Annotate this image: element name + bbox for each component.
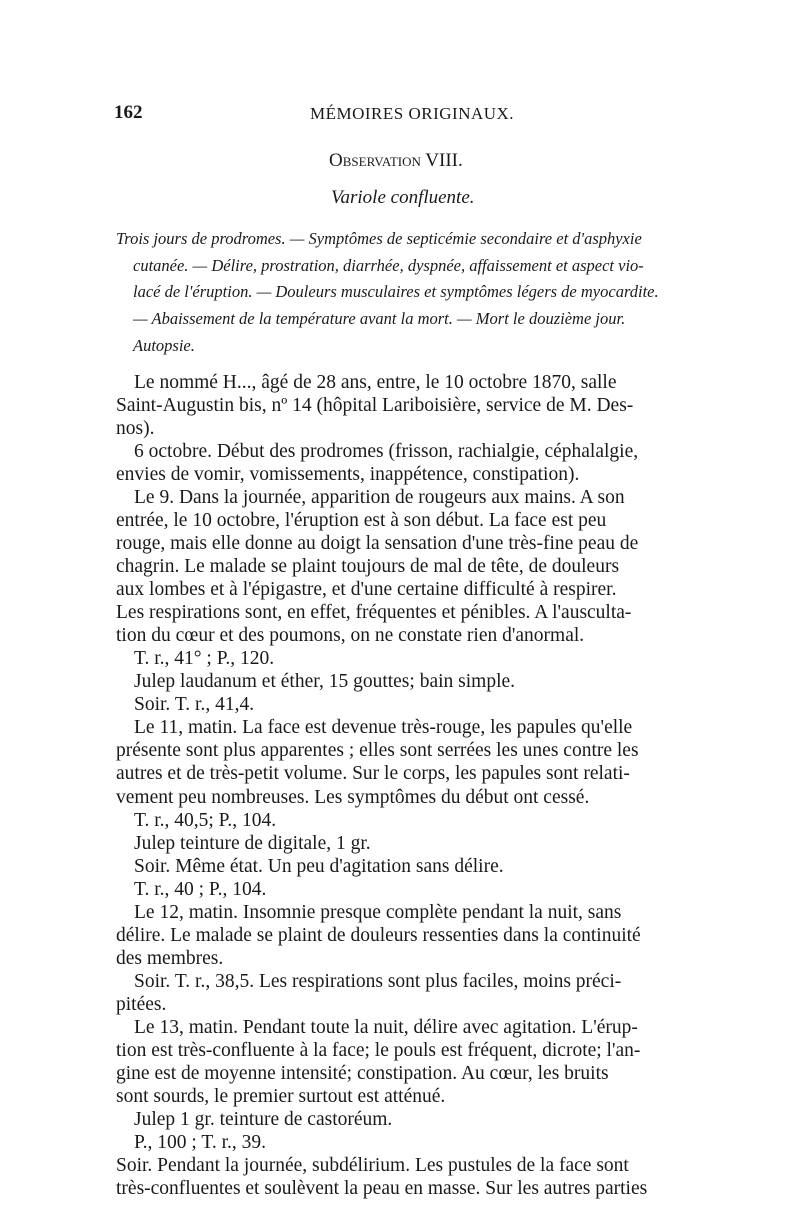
summary-line: Autopsie. [133, 336, 195, 355]
body-line: T. r., 40,5; P., 104. [134, 809, 277, 831]
body-line: présente sont plus apparentes ; elles sont serrées les unes contre les [116, 740, 639, 762]
body-line: Soir. T. r., 41,4. [134, 694, 255, 716]
body-line: envies de vomir, vomissements, inappétence, constipation). [116, 464, 580, 486]
body-line: Le nommé H..., âgé de 28 ans, entre, le 10 octobre 1870, salle [134, 372, 617, 393]
body-line: sont sourds, le premier surtout est atténué. [116, 1085, 446, 1107]
body-line: Julep laudanum et éther, 15 gouttes; bain simple. [134, 671, 516, 693]
body-line: Le 12, matin. Insomnie presque complète pendant la nuit, sans [134, 901, 622, 923]
body-line: très-confluentes et soulèvent la peau en masse. Sur les autres parties [116, 1178, 648, 1199]
body-line: T. r., 41° ; P., 120. [134, 648, 275, 670]
body-line: Saint-Augustin bis, nº 14 (hôpital Lariboisière, service de M. Des- [116, 395, 634, 417]
body-line: tion du cœur et des poumons, on ne constate rien d'anormal. [116, 625, 585, 647]
summary-line-text: Trois jours de prodromes. — Symptômes de septicémie secondaire et d'asphyxie [116, 229, 642, 248]
body-line: Soir. Même état. Un peu d'agitation sans délire. [134, 855, 504, 877]
summary-line: — Abaissement de la température avant la mort. — Mort le douzième jour. [133, 309, 626, 328]
body-line: Le 13, matin. Pendant toute la nuit, délire avec agitation. L'érup- [134, 1016, 638, 1038]
body-line: 6 octobre. Début des prodromes (frisson, rachialgie, céphalalgie, [134, 441, 639, 463]
page-number: 162 [114, 102, 143, 123]
body-line: chagrin. Le malade se plaint toujours de mal de tête, de douleurs [116, 556, 620, 578]
summary-line: lacé de l'éruption. — Douleurs musculaires et symptômes légers de myocardite. [133, 282, 659, 301]
body-line: vement peu nombreuses. Les symptômes du début ont cessé. [116, 786, 590, 808]
body-line: Julep 1 gr. teinture de castoréum. [134, 1108, 393, 1130]
body-line: rouge, mais elle donne au doigt la sensation d'une très-fine peau de [116, 533, 639, 555]
body-line: entrée, le 10 octobre, l'éruption est à son début. La face est peu [116, 510, 607, 532]
observation-subtitle: Variole confluente. [331, 187, 475, 208]
body-line: Julep teinture de digitale, 1 gr. [134, 832, 371, 854]
summary-line: cutanée. — Délire, prostration, diarrhée, dyspnée, affaissement et aspect vio- [133, 256, 644, 275]
body-line: Soir. T. r., 38,5. Les respirations sont plus faciles, moins préci- [134, 970, 622, 992]
body-line: gine est de moyenne intensité; constipation. Au cœur, les bruits [116, 1062, 609, 1084]
summary-line [116, 229, 684, 249]
body-line: délire. Le malade se plaint de douleurs ressenties dans la continuité [116, 924, 641, 946]
body-line: aux lombes et à l'épigastre, et d'une certaine difficulté à respirer. [116, 579, 617, 601]
body-line: Les respirations sont, en effet, fréquentes et pénibles. A l'ausculta- [116, 602, 632, 624]
body-line: P., 100 ; T. r., 39. [134, 1131, 267, 1153]
body-line: Le 11, matin. La face est devenue très-rouge, les papules qu'elle [134, 717, 633, 739]
body-line: autres et de très-petit volume. Sur le corps, les papules sont relati- [116, 763, 630, 785]
body-line: nos). [116, 418, 155, 440]
body-line: T. r., 40 ; P., 104. [134, 878, 267, 900]
running-title: MÉMOIRES ORIGINAUX. [310, 104, 515, 123]
body-line: Le 9. Dans la journée, apparition de rougeurs aux mains. A son [134, 487, 625, 509]
observation-title: Observation VIII. [329, 150, 463, 171]
body-line: Soir. Pendant la journée, subdélirium. Les pustules de la face sont [116, 1154, 629, 1176]
body-line: tion est très-confluente à la face; le pouls est fréquent, dicrote; l'an- [116, 1039, 641, 1061]
body-line: des membres. [116, 947, 224, 969]
body-line: pitées. [116, 993, 167, 1015]
